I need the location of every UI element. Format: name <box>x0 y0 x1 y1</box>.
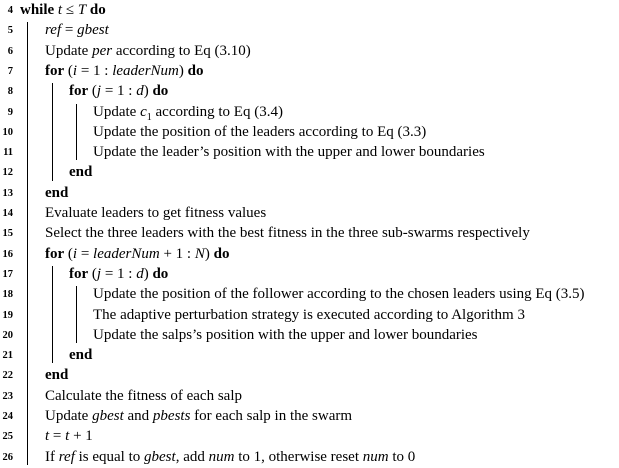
keyword: do <box>152 83 169 100</box>
line-text <box>93 325 478 345</box>
line-number: 14 <box>2 208 13 219</box>
line-text <box>93 305 525 325</box>
line-number: 8 <box>7 86 13 98</box>
math-symbol: per <box>92 42 113 59</box>
line-text <box>45 183 68 203</box>
text-run: = <box>61 22 78 39</box>
line-number: 25 <box>2 431 13 443</box>
keyword: for <box>45 245 65 262</box>
line-number: 23 <box>2 390 13 402</box>
text-run: ) <box>143 265 153 282</box>
line-number: 22 <box>2 370 13 382</box>
keyword: do <box>187 62 204 79</box>
text-run: + 1 : <box>159 245 195 262</box>
math-symbol: c <box>140 103 147 120</box>
text-run: to 1, otherwise reset <box>234 448 363 465</box>
text-run: Update <box>45 408 93 424</box>
line-text <box>93 122 426 142</box>
line-number: 16 <box>2 248 13 260</box>
math-symbol: j <box>96 265 102 282</box>
math-symbol: d <box>136 265 144 282</box>
keyword: for <box>45 62 65 79</box>
math-symbol: d <box>136 83 144 100</box>
line-number: 12 <box>2 167 13 179</box>
text-run: according to Eq (3.10) <box>112 42 251 59</box>
line-text <box>45 365 68 385</box>
line-number: 5 <box>7 25 13 37</box>
text-run: The adaptive perturbation strategy is executed according to Algorithm 3 <box>93 306 525 323</box>
line-text <box>45 406 352 426</box>
line-text <box>45 203 266 223</box>
block-scope-line <box>76 104 77 161</box>
text-run: Update <box>45 42 93 59</box>
text-run: ( <box>64 62 73 79</box>
line-number: 10 <box>2 126 13 138</box>
line-number: 15 <box>2 228 13 240</box>
line-number: 21 <box>2 350 13 362</box>
line-text <box>45 41 251 61</box>
math-symbol: ref <box>58 448 75 465</box>
text-run: Calculate the fitness of each salp <box>45 387 243 404</box>
math-symbol: T <box>77 2 87 18</box>
keyword: end <box>45 184 69 201</box>
line-text <box>93 284 585 304</box>
text-run: ( <box>88 83 97 100</box>
text-run: Update the leader’s position with the upper and lower boundaries <box>93 144 485 161</box>
text-run: ) <box>143 83 153 100</box>
keyword: end <box>69 164 93 181</box>
line-text <box>45 386 242 406</box>
math-symbol: j <box>96 83 102 100</box>
line-text <box>20 0 106 20</box>
math-symbol: leaderNum <box>112 62 179 79</box>
text-run: Evaluate leaders to get fitness values <box>45 205 267 221</box>
keyword: for <box>69 265 89 282</box>
math-symbol: i <box>72 62 78 79</box>
line-number: 17 <box>2 268 13 280</box>
line-number: 19 <box>2 309 13 321</box>
text-run: = 1 : <box>101 83 137 100</box>
math-symbol: pbests <box>152 408 191 424</box>
line-number: 20 <box>2 329 13 341</box>
block-scope-line <box>52 266 53 364</box>
keyword: for <box>69 83 89 100</box>
line-text <box>45 447 415 467</box>
text-run: Update <box>93 103 141 120</box>
line-number: 24 <box>2 411 13 422</box>
keyword: end <box>69 347 93 364</box>
block-scope-line <box>52 83 53 181</box>
line-text <box>45 20 109 40</box>
text-run: = 1 : <box>101 265 137 282</box>
math-symbol: num <box>362 448 389 465</box>
math-symbol: gbest <box>144 448 176 465</box>
text-run: according to Eq (3.4) <box>151 103 283 120</box>
text-run: Select the three leaders with the best fitness in the three sub-swarms respectively <box>45 225 530 242</box>
text-run: ( <box>88 265 97 282</box>
keyword: while <box>20 2 58 18</box>
text-run: + 1 <box>69 428 93 445</box>
math-symbol: gbest <box>92 408 124 424</box>
text-run: = <box>49 428 66 445</box>
keyword: end <box>45 367 69 384</box>
math-symbol: N <box>194 245 205 262</box>
line-number: 11 <box>3 147 13 159</box>
line-number: 9 <box>7 106 13 118</box>
block-scope-line <box>76 286 77 343</box>
text-run: ) <box>204 245 214 262</box>
text-run: ) <box>178 62 188 79</box>
line-number: 26 <box>2 451 13 463</box>
line-text <box>69 264 168 284</box>
line-text <box>93 102 283 122</box>
math-symbol: t <box>45 428 50 445</box>
line-text <box>45 223 530 243</box>
text-run: Update the position of the follower according to the chosen leaders using Eq (3.5) <box>93 286 585 303</box>
line-text <box>45 61 203 81</box>
line-number: 6 <box>7 45 13 57</box>
line-number: 13 <box>2 187 13 199</box>
text-run: ( <box>64 245 73 262</box>
text-run: for each salp in the swarm <box>190 408 353 424</box>
line-text <box>93 142 485 162</box>
line-text <box>45 426 93 446</box>
text-run: and <box>123 408 153 424</box>
keyword: do <box>86 2 106 18</box>
text-run: is equal to <box>74 448 145 465</box>
math-symbol: t <box>57 2 63 18</box>
line-text <box>45 244 229 264</box>
text-run: = 1 : <box>77 62 113 79</box>
math-symbol: leaderNum <box>93 245 160 262</box>
line-number: 18 <box>2 289 13 301</box>
block-scope-line <box>27 22 28 465</box>
text-run: If <box>45 448 59 465</box>
text-run: , add <box>175 448 209 465</box>
line-text <box>69 162 92 182</box>
keyword: do <box>152 265 169 282</box>
text-run: = <box>77 245 94 262</box>
text-run: Update the salps’s position with the upper and lower boundaries <box>93 326 478 343</box>
line-number: 7 <box>7 65 13 77</box>
text-run: to 0 <box>388 448 416 465</box>
math-symbol: num <box>208 448 235 465</box>
text-run: ≤ <box>62 2 78 18</box>
line-text <box>69 81 168 101</box>
line-number: 4 <box>7 5 13 16</box>
math-symbol: gbest <box>77 22 109 39</box>
math-symbol: t <box>65 428 70 445</box>
text-run: 1 <box>146 111 152 123</box>
math-symbol: i <box>72 245 78 262</box>
line-text <box>69 345 92 365</box>
keyword: do <box>213 245 230 262</box>
math-symbol: ref <box>45 22 62 39</box>
text-run: Update the position of the leaders according to Eq (3.3) <box>93 123 427 140</box>
